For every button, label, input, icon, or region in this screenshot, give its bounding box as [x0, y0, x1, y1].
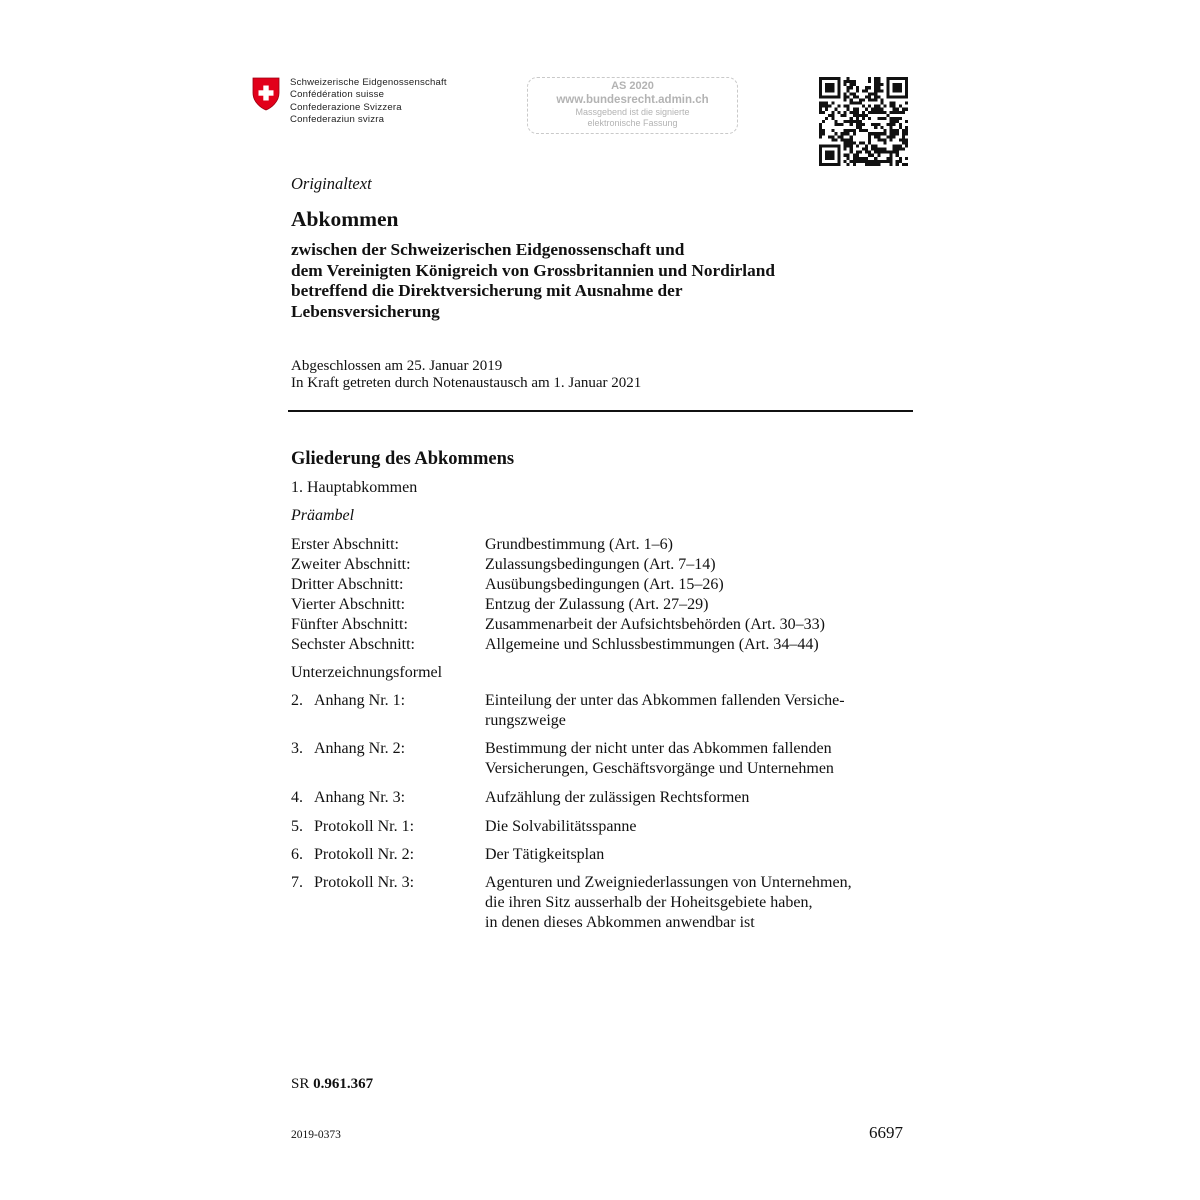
- annex-text-line: die ihren Sitz ausserhalb der Hoheitsgebiete haben,: [485, 894, 813, 911]
- sr-reference: [291, 1076, 373, 1093]
- original-text-label: Originaltext: [291, 174, 372, 193]
- toc-section-row: [291, 575, 825, 595]
- toc-sections: [291, 535, 825, 655]
- section-text: Zusammenarbeit der Aufsichtsbehörden (Art. 30–33): [485, 616, 825, 633]
- qr-code-icon: [819, 77, 908, 166]
- date-info: [291, 358, 641, 391]
- section-text: Allgemeine und Schlussbestimmungen (Art. 34–44): [485, 636, 819, 653]
- annex-number: 5.: [291, 818, 303, 835]
- annex-label: Anhang Nr. 2:: [314, 740, 406, 757]
- toc-preamble: Präambel: [291, 507, 355, 524]
- section-text: Ausübungsbedingungen (Art. 15–26): [485, 576, 724, 593]
- toc-annex-row: [291, 739, 905, 779]
- page-title: Abkommen: [291, 207, 399, 231]
- section-label: Fünfter Abschnitt:: [291, 616, 408, 633]
- annex-text: [485, 873, 905, 933]
- toc-annex-row: [291, 788, 905, 808]
- toc-section-row: [291, 535, 825, 555]
- section-label: Dritter Abschnitt:: [291, 576, 404, 593]
- section-text: Entzug der Zulassung (Art. 27–29): [485, 596, 709, 613]
- annex-text: [485, 817, 905, 837]
- annex-text-line: in denen dieses Abkommen anwendbar ist: [485, 914, 755, 931]
- agency-line-rm: Confederaziun svizra: [290, 114, 385, 126]
- sr-prefix: SR: [291, 1076, 310, 1092]
- toc-annex-row: [291, 845, 905, 865]
- in-force-date: In Kraft getreten durch Notenaustausch am 1. Januar 2021: [291, 374, 642, 391]
- annex-text: [485, 739, 905, 779]
- annex-text-line: Versicherungen, Geschäftsvorgänge und Unternehmen: [485, 760, 834, 777]
- annex-label: Protokoll Nr. 1:: [314, 818, 415, 835]
- horizontal-divider: [288, 410, 913, 412]
- annex-text: [485, 845, 905, 865]
- subtitle-line: zwischen der Schweizerischen Eidgenossenschaft und: [291, 240, 685, 259]
- agency-line-fr: Confédération suisse: [290, 89, 385, 101]
- toc-section-row: [291, 555, 825, 575]
- annex-number: 7.: [291, 874, 303, 891]
- toc-section-row: [291, 595, 825, 615]
- toc-annex-row: [291, 817, 905, 837]
- annex-text: [485, 691, 905, 731]
- section-label: Erster Abschnitt:: [291, 536, 399, 553]
- annex-text-line: Die Solvabilitätsspanne: [485, 818, 637, 835]
- toc-annex-row: [291, 873, 905, 933]
- subtitle-line: Lebensversicherung: [291, 301, 440, 321]
- agreement-subtitle: [291, 240, 891, 322]
- annex-label: Protokoll Nr. 3:: [314, 874, 415, 891]
- annex-number: 3.: [291, 740, 303, 757]
- toc-main-agreement: 1. Hauptabkommen: [291, 479, 418, 496]
- annex-text-line: Einteilung der unter das Abkommen fallenden Versiche-: [485, 692, 845, 709]
- toc-section-row: [291, 615, 825, 635]
- swiss-coat-of-arms-icon: [252, 77, 280, 111]
- document-number: 2019-0373: [291, 1129, 341, 1141]
- annex-text-line: Agenturen und Zweigniederlassungen von Unternehmen,: [485, 874, 852, 891]
- subtitle-line: betreffend die Direktversicherung mit Ausnahme der: [291, 281, 683, 300]
- page-number: 6697: [869, 1123, 903, 1142]
- toc-signature-formula: Unterzeichnungsformel: [291, 664, 443, 681]
- agency-line-it: Confederazione Svizzera: [290, 101, 402, 113]
- toc-heading: Gliederung des Abkommens: [291, 449, 515, 469]
- stamp-website: www.bundesrecht.admin.ch: [556, 94, 709, 106]
- annex-text-line: Bestimmung der nicht unter das Abkommen fallenden: [485, 740, 832, 757]
- annex-number: 6.: [291, 846, 303, 863]
- toc-section-row: [291, 635, 825, 655]
- concluded-date: Abgeschlossen am 25. Januar 2019: [291, 358, 503, 374]
- stamp-as-number: AS 2020: [611, 80, 654, 92]
- subtitle-line: dem Vereinigten Königreich von Grossbritannien und Nordirland: [291, 260, 775, 280]
- sr-number: 0.961.367: [313, 1076, 374, 1092]
- stamp-note-2: elektronische Fassung: [587, 118, 678, 128]
- annex-label: Anhang Nr. 1:: [314, 692, 406, 709]
- annex-text: [485, 788, 905, 808]
- annex-text-line: Aufzählung der zulässigen Rechtsformen: [485, 789, 750, 806]
- annex-text-line: rungszweige: [485, 712, 566, 729]
- agency-line-de: Schweizerische Eidgenossenschaft: [290, 77, 447, 88]
- agency-name-block: [290, 77, 447, 127]
- annex-text-line: Der Tätigkeitsplan: [485, 846, 605, 863]
- section-label: Vierter Abschnitt:: [291, 596, 406, 613]
- section-label: Sechster Abschnitt:: [291, 636, 415, 653]
- annex-number: 2.: [291, 692, 303, 709]
- stamp-note-1: Massgebend ist die signierte: [575, 107, 690, 117]
- section-text: Grundbestimmung (Art. 1–6): [485, 536, 673, 553]
- publication-stamp: [527, 77, 738, 134]
- section-label: Zweiter Abschnitt:: [291, 556, 411, 573]
- section-text: Zulassungsbedingungen (Art. 7–14): [485, 556, 716, 573]
- annex-label: Protokoll Nr. 2:: [314, 846, 415, 863]
- annex-label: Anhang Nr. 3:: [314, 789, 406, 806]
- annex-number: 4.: [291, 789, 303, 806]
- toc-annex-row: [291, 691, 905, 731]
